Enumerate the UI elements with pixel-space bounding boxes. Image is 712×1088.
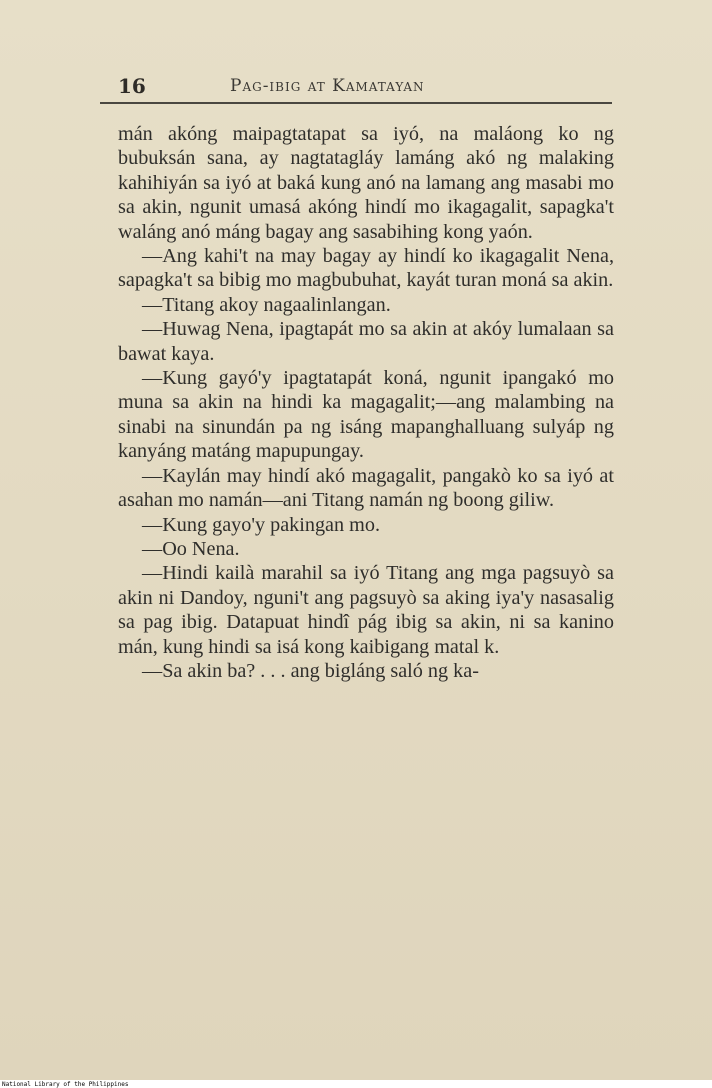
page-header xyxy=(100,72,612,104)
page-number: 16 xyxy=(118,74,146,98)
paragraph: —Huwag Nena, ipagtapát mo sa akin at akóy lumalaan sa bawat kaya. xyxy=(118,318,614,365)
paragraph: —Kung gayó'y ipagtatapát koná, ngunit ipangakó mo muna sa akin na hindi ka magagalit;—ang malambing na sinabi na sinundán pa ng isáng mapanghalluang sulyáp ng kanyáng matáng mapupungay. xyxy=(118,367,614,463)
paragraph: —Hindi kailà marahil sa iyó Titang ang mga pagsuyò sa akin ni Dandoy, nguni't ang pagsuyò sa aking iya'y nasasalig sa pag ibig. Datapuat hindî pág ibig sa akin, ni sa kanino mán, kung hindi sa isá kong kaibigang matal k. xyxy=(118,562,614,658)
paragraph: mán akóng maipagtatapat sa iyó, na maláong ko ng bubuksán sana, ay nagtatagláy lamáng akó ng malaking kahihiyán sa iyó at baká kung anó na lamang ang masabi mo sa akin, ngunit umasá akóng hindí mo ikagagalit, sapagka't waláng anó máng bagay ang sasabihing kong yaón. xyxy=(118,123,614,243)
paragraph: —Sa akin ba? . . . ang bigláng saló ng ka- xyxy=(142,659,479,682)
footer-credit: National Library of the Philippines xyxy=(2,1081,129,1088)
paragraph: —Oo Nena. xyxy=(142,537,240,560)
running-title: Pag-ibig at Kamatayan xyxy=(230,76,425,96)
paragraph: —Titang akoy nagaalinlangan. xyxy=(142,293,391,316)
body-text xyxy=(118,122,614,683)
paragraph: —Kaylán may hindí akó magagalit, pangakò ko sa iyó at asahan mo namán—ani Titang namán ng boong giliw. xyxy=(118,464,614,512)
paragraph: —Kung gayo'y pakingan mo. xyxy=(142,513,381,536)
paragraph: —Ang kahi't na may bagay ay hindí ko ikagagalit Nena, sapagka't sa bibig mo magbubuhat, kayát turan moná sa akin. xyxy=(118,245,614,292)
